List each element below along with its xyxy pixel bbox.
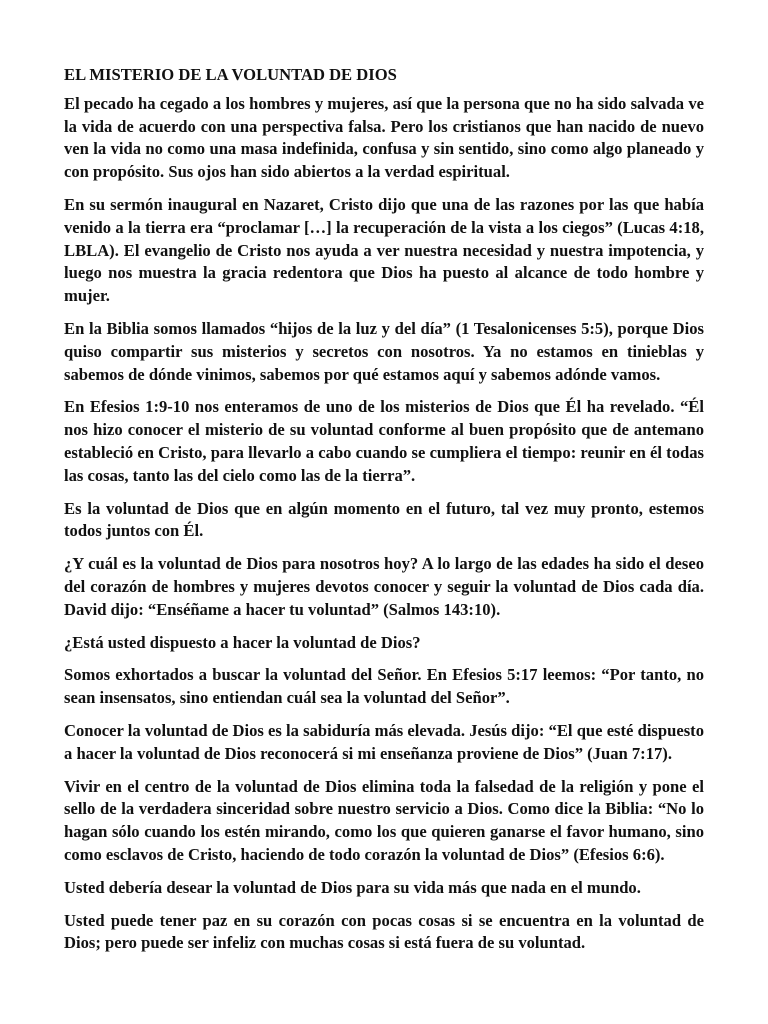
- paragraph-2: En su sermón inaugural en Nazaret, Cristo dijo que una de las razones por las que había venido a la tierra era “proclamar […] la recuperación de la vista a los ciegos” (Lucas 4:18, LBLA). El evangelio de Cristo nos ayuda a ver nuestra necesidad y nuestra impotencia, y luego nos muestra la gracia redentora que Dios ha puesto al alcance de todo hombre y mujer.: [64, 194, 704, 306]
- paragraph-12: Usted puede tener paz en su corazón con pocas cosas si se encuentra en la voluntad de Dios; pero puede ser infeliz con muchas cosas si está fuera de su voluntad.: [64, 910, 704, 953]
- paragraph-10: Vivir en el centro de la voluntad de Dios elimina toda la falsedad de la religión y pone el sello de la verdadera sinceridad sobre nuestro servicio a Dios. Como dice la Biblia: “No lo hagan sólo cuando los estén mirando, como los que quieren ganarse el favor humano, sino como esclavos de Cristo, haciendo de todo corazón la voluntad de Dios” (Efesios 6:6).: [64, 776, 704, 864]
- paragraph-9: Conocer la voluntad de Dios es la sabiduría más elevada. Jesús dijo: “El que esté dispuesto a hacer la voluntad de Dios reconocerá si mi enseñanza proviene de Dios” (Juan 7:17).: [64, 720, 704, 763]
- paragraph-7: ¿Está usted dispuesto a hacer la voluntad de Dios?: [64, 632, 421, 652]
- paragraph-5: Es la voluntad de Dios que en algún momento en el futuro, tal vez muy pronto, estemos todos juntos con Él.: [64, 498, 704, 541]
- paragraph-3: En la Biblia somos llamados “hijos de la luz y del día” (1 Tesalonicenses 5:5), porque Dios quiso compartir sus misterios y secretos con nosotros. Ya no estamos en tinieblas y sabemos de dónde vinimos, sabemos por qué estamos aquí y sabemos adónde vamos.: [64, 318, 704, 384]
- paragraph-8: Somos exhortados a buscar la voluntad del Señor. En Efesios 5:17 leemos: “Por tanto, no sean insensatos, sino entiendan cuál sea la voluntad del Señor”.: [64, 665, 704, 708]
- paragraph-4: En Efesios 1:9-10 nos enteramos de uno de los misterios de Dios que Él ha revelado. “Él nos hizo conocer el misterio de su voluntad conforme al buen propósito que de antemano estableció en Cristo, para llevarlo a cabo cuando se cumpliera el tiempo: reunir en él todas las cosas, tanto las del cielo como las de la tierra”.: [64, 397, 704, 485]
- paragraph-11: Usted debería desear la voluntad de Dios para su vida más que nada en el mundo.: [64, 877, 641, 897]
- document-title: EL MISTERIO DE LA VOLUNTAD DE DIOS: [64, 65, 397, 84]
- paragraph-1: El pecado ha cegado a los hombres y mujeres, así que la persona que no ha sido salvada ve la vida de acuerdo con una perspectiva falsa. Pero los cristianos que han nacido de nuevo ven la vida no como una masa indefinida, confusa y sin sentido, sino como algo planeado y con propósito. Sus ojos han sido abiertos a la verdad espiritual.: [64, 93, 704, 182]
- paragraph-6: ¿Y cuál es la voluntad de Dios para nosotros hoy? A lo largo de las edades ha sido el deseo del corazón de hombres y mujeres devotos conocer y seguir la voluntad de Dios cada día. David dijo: “Enséñame a hacer tu voluntad” (Salmos 143:10).: [64, 554, 704, 619]
